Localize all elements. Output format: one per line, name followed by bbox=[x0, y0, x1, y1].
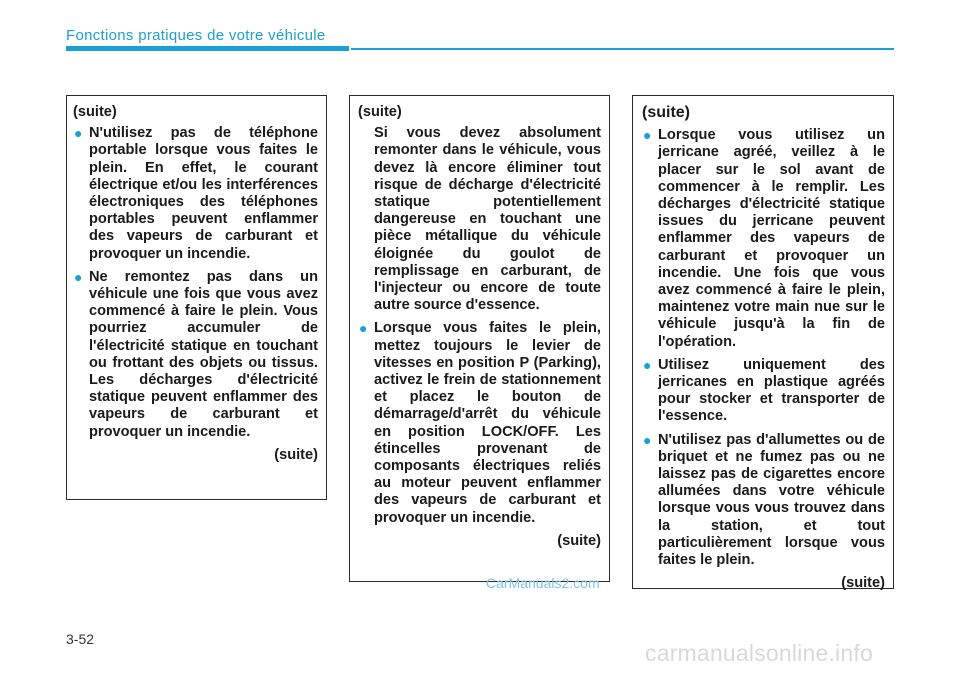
list-item bbox=[642, 127, 885, 351]
continued-label-top: (suite) bbox=[73, 104, 117, 120]
header-rule-thick bbox=[66, 46, 349, 51]
bullet-dot-icon: ● bbox=[74, 268, 83, 285]
list-item-text: Lorsque vous faites le plein, mettez toujours le levier de vitesses en position P (Parking), activez le frein de stationnement et placez le bouton de démarrage/d'arrêt du véhicule en position LOCK/OFF. Les étincelles provenant de composants électriques reliés au moteur peuvent enflammer des vapeurs de carburant et provoquer un incendie. bbox=[374, 320, 601, 526]
bullet-dot-icon: ● bbox=[74, 125, 83, 142]
list-item bbox=[73, 125, 318, 263]
bullet-dot-icon: ● bbox=[643, 127, 652, 144]
warning-box-1 bbox=[66, 95, 327, 500]
list-item bbox=[642, 432, 885, 570]
warning-box-3 bbox=[632, 95, 894, 592]
warning-box-2 bbox=[349, 95, 610, 582]
footer-watermark: carmanualsonline.info bbox=[645, 640, 873, 666]
list-item bbox=[358, 320, 601, 526]
paragraph: Si vous devez absolument remonter dans le véhicule, vous devez là encore éliminer tout risque de décharge d'électricité statique potentiellement dangereuse en touchant une pièce métallique du véhicule éloignée du goulot de remplissage en carburant, de l'injecteur ou encore de toute autre source d'essence. bbox=[374, 125, 601, 314]
list-item bbox=[642, 357, 885, 426]
continued-label-bottom: (suite) bbox=[557, 532, 601, 549]
list-item-text: Lorsque vous utilisez un jerricane agréé, veillez à le placer sur le sol avant de commencer à le remplir. Les décharges d'électricité statique issues du jerricane peuvent enflammer des vapeurs de carburant et provoquer un incendie. Une fois que vous avez commencé à faire le plein, maintenez votre main nue sur le véhicule jusqu'à la fin de l'opération. bbox=[658, 127, 885, 350]
bullet-dot-icon: ● bbox=[359, 320, 368, 337]
page-number: 3-52 bbox=[66, 631, 95, 647]
list-item-text: Ne remontez pas dans un véhicule une fois que vous avez commencé à faire le plein. Vous pourriez accumuler de l'électricité statique en touchant ou frottant des objets ou tissus. Les décharges d'électricité statique peuvent enflammer des vapeurs de carburant et provoquer un incendie. bbox=[89, 268, 318, 440]
continued-label-top: (suite) bbox=[642, 104, 690, 121]
bullet-dot-icon: ● bbox=[643, 356, 652, 373]
watermark-link[interactable]: CarManuals2.com bbox=[486, 575, 600, 591]
list-item bbox=[73, 269, 318, 441]
header-rule-thin bbox=[351, 48, 894, 50]
section-header-title: Fonctions pratiques de votre véhicule bbox=[66, 27, 326, 44]
bullet-dot-icon: ● bbox=[643, 431, 652, 448]
list-item-text: N'utilisez pas d'allumettes ou de briquet et ne fumez pas ou ne laissez pas de cigarettes encore allumées dans votre véhicule lorsque vous vous trouvez dans la station, et tout particulièrement lorsque vous faites le plein. bbox=[658, 431, 885, 569]
continued-label-bottom: (suite) bbox=[274, 446, 318, 463]
list-item-text: N'utilisez pas de téléphone portable lorsque vous faites le plein. En effet, le courant électrique et/ou les interférences électroniques des téléphones portables peuvent enflammer des vapeurs de carburant et provoquer un incendie. bbox=[89, 125, 318, 262]
continued-label-bottom: (suite) bbox=[841, 575, 885, 592]
list-item-text: Utilisez uniquement des jerricanes en plastique agréés pour stocker et transporter de l'essence. bbox=[658, 356, 885, 425]
continued-label-top: (suite) bbox=[358, 104, 402, 120]
